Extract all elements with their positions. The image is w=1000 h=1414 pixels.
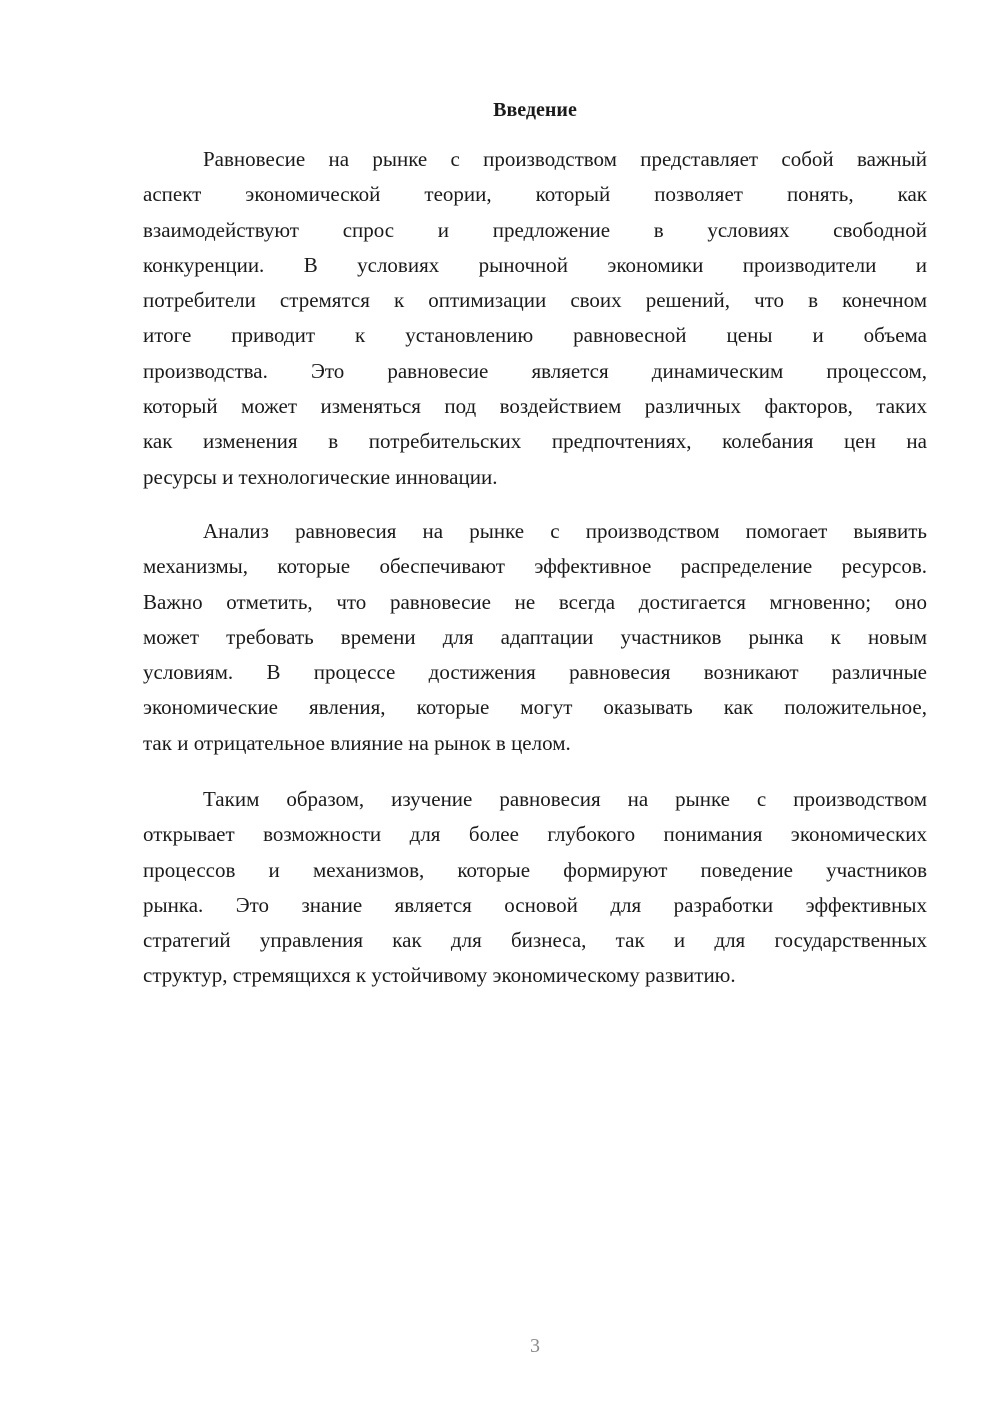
- text-line: экономические явления, которые могут оказывать как положительное,: [143, 695, 927, 720]
- text-line: открывает возможности для более глубокого понимания экономических: [143, 822, 927, 847]
- text-line: рынка. Это знание является основой для разработки эффективных: [143, 892, 927, 917]
- text-line: взаимодействуют спрос и предложение в условиях свободной: [143, 217, 927, 242]
- text-line: условиям. В процессе достижения равновесия возникают различные: [143, 660, 927, 685]
- text-line: как изменения в потребительских предпочтениях, колебания цен на: [143, 429, 927, 454]
- paragraph-1: [143, 142, 927, 495]
- text-line: стратегий управления как для бизнеса, так и для государственных: [143, 928, 927, 953]
- page-title: Введение: [493, 99, 577, 121]
- text-line: механизмы, которые обеспечивают эффективное распределение ресурсов.: [143, 554, 927, 579]
- text-line: Равновесие на рынке с производством представляет собой важный: [203, 147, 927, 171]
- text-line: производства. Это равновесие является динамическим процессом,: [143, 358, 927, 383]
- text-line: процессов и механизмов, которые формируют поведение участников: [143, 857, 927, 882]
- text-line: может требовать времени для адаптации участников рынка к новым: [143, 624, 927, 649]
- text-line: аспект экономической теории, который позволяет понять, как: [143, 182, 927, 207]
- text-line: так и отрицательное влияние на рынок в целом.: [143, 730, 571, 755]
- text-line: который может изменяться под воздействием различных факторов, таких: [143, 394, 927, 419]
- paragraph-2: [143, 514, 927, 761]
- text-line: Таким образом, изучение равновесия на рынке с производством: [203, 787, 927, 811]
- text-line: итоге приводит к установлению равновесной цены и объема: [143, 323, 927, 348]
- text-line: потребители стремятся к оптимизации своих решений, что в конечном: [143, 288, 927, 313]
- text-line: Важно отметить, что равновесие не всегда достигается мгновенно; оно: [143, 589, 927, 614]
- paragraph-3: [143, 782, 927, 994]
- text-line: конкуренции. В условиях рыночной экономики производители и: [143, 252, 927, 277]
- text-line: структур, стремящихся к устойчивому экономическому развитию.: [143, 963, 736, 988]
- page-number: 3: [530, 1335, 540, 1357]
- text-line: Анализ равновесия на рынке с производством помогает выявить: [203, 519, 927, 543]
- text-line: ресурсы и технологические инновации.: [143, 464, 498, 489]
